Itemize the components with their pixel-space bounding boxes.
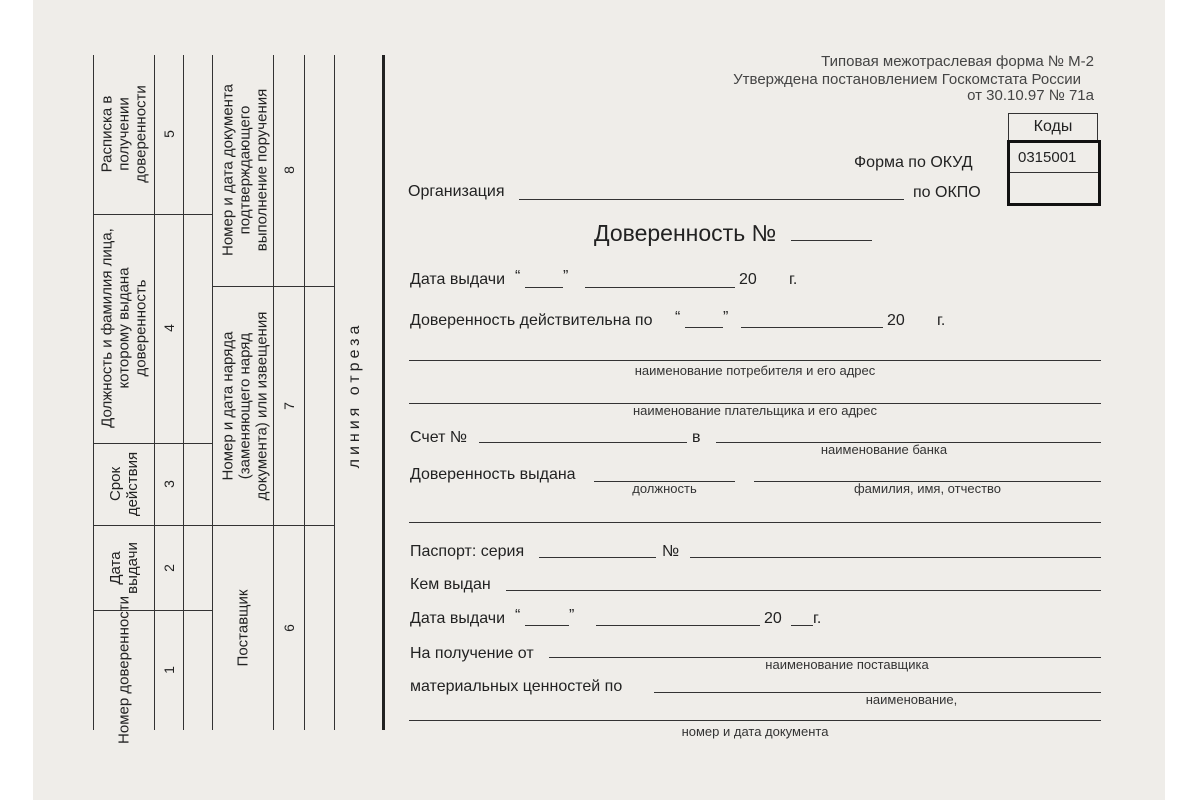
stub-header-validity: Срок действия — [107, 451, 141, 517]
stub-col-number: 4 — [161, 324, 177, 332]
stub-row-line — [212, 525, 334, 526]
account-in-label: в — [692, 429, 701, 446]
full-name-caption: фамилия, имя, отчество — [853, 481, 1002, 496]
stub-header-supplier: Поставщик — [234, 589, 252, 667]
valid-year-suffix: г. — [937, 312, 946, 329]
valid-month-field[interactable] — [741, 327, 883, 328]
passport-year-prefix: 20 — [764, 610, 782, 627]
stub-col-number: 3 — [161, 480, 177, 488]
issued-by-label: Кем выдан — [410, 576, 491, 593]
stub-row-line — [93, 443, 212, 444]
stub-header-number: Номер доверенности — [115, 596, 133, 744]
document-field[interactable] — [409, 720, 1101, 721]
issued-to-label: Доверенность выдана — [410, 466, 576, 483]
stub-col-number: 2 — [161, 564, 177, 572]
issue-date-label: Дата выдачи — [410, 271, 506, 288]
consumer-caption: наименование потребителя и его адрес — [634, 363, 876, 378]
valid-year-prefix: 20 — [887, 312, 905, 329]
stub-col-number: 7 — [281, 402, 297, 410]
cut-line-label: линия отреза — [346, 321, 363, 469]
stub-divider — [304, 55, 305, 730]
stub-header-receipt: Расписка в получении доверенности — [98, 85, 150, 183]
stub-col-number: 1 — [161, 666, 177, 674]
stub-divider — [273, 55, 274, 730]
account-number-field[interactable] — [479, 442, 687, 443]
stub-divider — [212, 55, 213, 730]
document-caption: номер и дата документа — [681, 724, 829, 739]
stub-divider — [154, 55, 155, 730]
approval-date-line: от 30.10.97 № 71а — [967, 87, 1094, 104]
page-title: Доверенность № — [594, 220, 777, 246]
issue-year-prefix: 20 — [739, 271, 757, 288]
power-of-attorney-form — [33, 0, 1165, 800]
stub-row-line — [93, 214, 212, 215]
stub-header-person: Должность и фамилия лица, которому выдана доверенность — [98, 228, 150, 428]
okud-label: Форма по ОКУД — [854, 154, 973, 171]
stub-divider — [183, 55, 184, 730]
passport-day-field[interactable] — [525, 625, 569, 626]
receive-from-label: На получение от — [410, 645, 534, 662]
stub-row-line — [93, 610, 212, 611]
issued-by-field[interactable] — [506, 590, 1101, 591]
approval-line: Утверждена постановлением Госкомстата России — [733, 71, 1081, 88]
valid-day-field[interactable] — [685, 327, 723, 328]
issue-year-suffix: г. — [789, 271, 798, 288]
passport-month-field[interactable] — [596, 625, 760, 626]
bank-caption: наименование банка — [820, 442, 948, 457]
passport-label: Паспорт: серия — [410, 543, 525, 560]
quote-close: ” — [563, 268, 569, 285]
stub-col-number: 8 — [281, 166, 297, 174]
stub-col-number: 5 — [161, 130, 177, 138]
passport-date-label: Дата выдачи — [410, 610, 506, 627]
passport-series-field[interactable] — [539, 557, 656, 558]
quote-open: “ — [675, 309, 681, 326]
passport-year-suffix: г. — [813, 610, 822, 627]
stub-col-number: 6 — [281, 624, 297, 632]
stub-border-left — [93, 55, 94, 730]
stub-header-issue-date: Дата выдачи — [107, 542, 141, 594]
position-caption: должность — [632, 481, 697, 496]
materials-caption: наименование, — [865, 692, 958, 707]
stub-header-order: Номер и дата наряда (заменяющего наряд документа) или извещения — [219, 311, 271, 501]
valid-until-label: Доверенность действительна по — [410, 312, 653, 329]
passport-number-label: № — [662, 543, 680, 560]
passport-year-field[interactable] — [791, 625, 813, 626]
okpo-label: по ОКПО — [913, 184, 981, 201]
okpo-code[interactable] — [1010, 173, 1098, 201]
quote-open: “ — [515, 607, 521, 624]
quote-close: ” — [569, 607, 575, 624]
materials-label: материальных ценностей по — [410, 678, 623, 695]
stub-header-confirmation: Номер и дата документа подтверждающего выполнение поручения — [219, 84, 271, 257]
supplier-caption: наименование поставщика — [765, 657, 929, 672]
stub-divider — [334, 55, 335, 730]
issue-month-field[interactable] — [585, 287, 735, 288]
account-label: Счет № — [410, 429, 468, 446]
codes-box — [1007, 140, 1101, 206]
payer-caption: наименование плательщика и его адрес — [632, 403, 877, 418]
issued-to-extra-field[interactable] — [409, 522, 1101, 523]
organization-field[interactable] — [519, 199, 904, 200]
stub-row-line — [212, 286, 334, 287]
issue-day-field[interactable] — [525, 287, 563, 288]
consumer-field[interactable] — [409, 360, 1101, 361]
organization-label: Организация — [408, 183, 505, 200]
cut-line — [382, 55, 385, 730]
quote-close: ” — [723, 309, 729, 326]
attorney-number-field[interactable] — [791, 240, 872, 241]
passport-number-field[interactable] — [690, 557, 1101, 558]
quote-open: “ — [515, 268, 521, 285]
okud-code[interactable]: 0315001 — [1010, 143, 1098, 173]
codes-header: Коды — [1008, 113, 1098, 140]
stub-row-line — [93, 525, 212, 526]
form-type-line: Типовая межотраслевая форма № М-2 — [821, 53, 1094, 70]
